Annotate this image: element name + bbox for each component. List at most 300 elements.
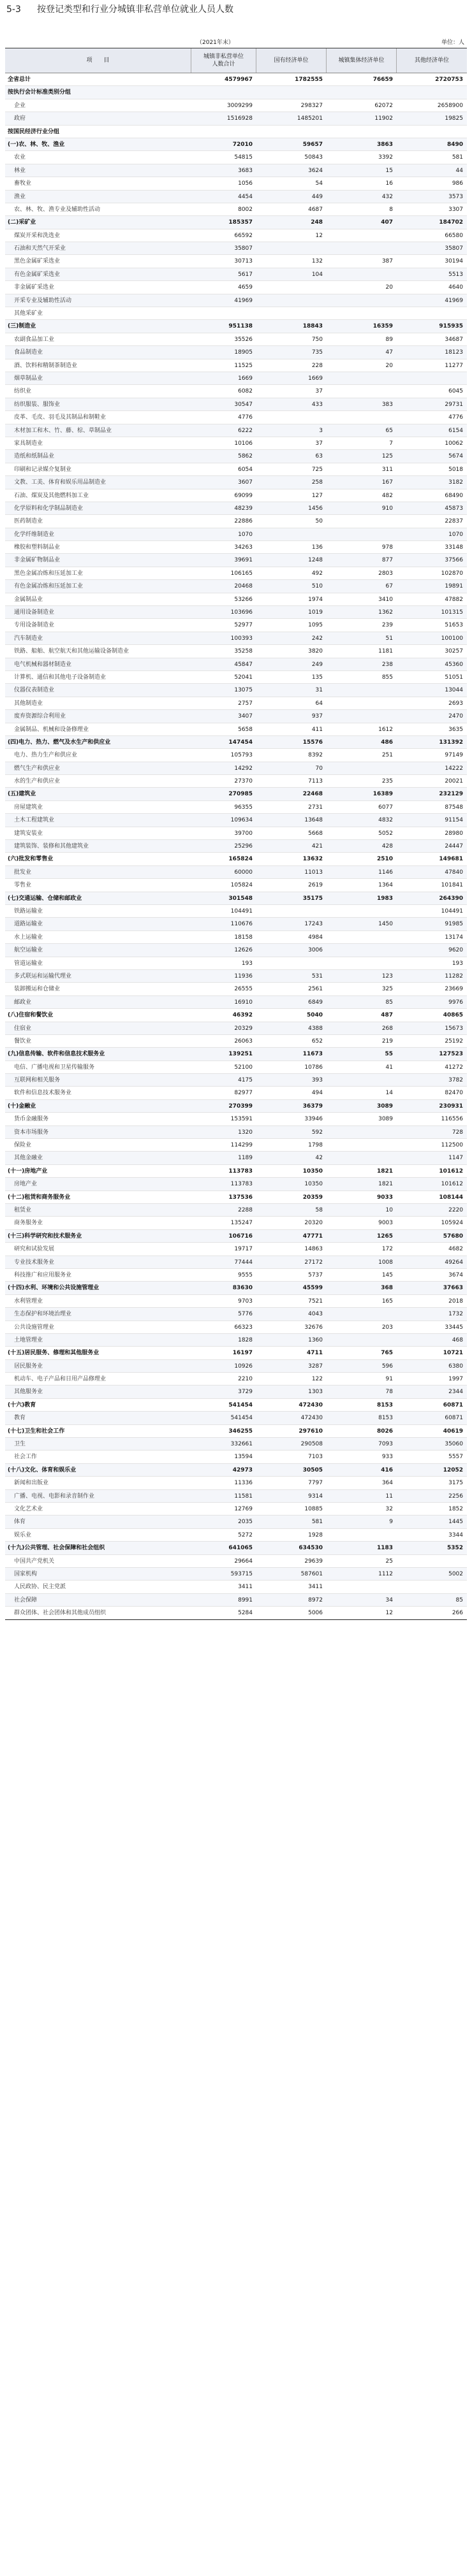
row-total: 3607	[238, 479, 253, 486]
row-state: 433	[311, 401, 323, 408]
row-other: 149681	[439, 856, 463, 863]
row-label: 人民政协、民主党派	[14, 1584, 66, 1591]
row-label: 渔业	[14, 193, 26, 200]
row-state: 45599	[302, 1285, 323, 1292]
row-collective: 596	[381, 1363, 393, 1370]
row-other: 44	[455, 167, 463, 174]
row-label: 电信、广播电视和卫星传输服务	[14, 1064, 95, 1071]
row-collective: 235	[381, 778, 393, 785]
row-collective: 7	[389, 440, 393, 447]
row-collective: 32	[385, 1505, 393, 1512]
table-row	[5, 86, 467, 99]
row-total: 185357	[228, 219, 253, 226]
row-other: 25192	[445, 1038, 463, 1045]
table-row	[5, 1490, 467, 1503]
row-label: 非金属矿物制品业	[14, 557, 61, 564]
row-total: 19717	[234, 1246, 253, 1253]
row-other: 1997	[448, 1376, 463, 1383]
row-collective	[327, 1126, 397, 1138]
row-state: 6849	[308, 999, 323, 1006]
table-row	[5, 541, 467, 554]
table-row	[5, 203, 467, 216]
row-collective: 407	[381, 219, 393, 226]
row-label: 有色金属冶炼和压延加工业	[14, 583, 84, 590]
row-collective: 20	[385, 284, 393, 291]
row-state: 4687	[308, 206, 323, 213]
row-collective	[327, 697, 397, 709]
row-other: 5674	[448, 453, 463, 460]
row-total: 114299	[230, 1142, 253, 1149]
row-other	[397, 372, 467, 384]
row-total: 270399	[228, 1103, 253, 1110]
row-state: 5668	[308, 830, 323, 837]
row-total: 39691	[234, 557, 253, 564]
row-other: 581	[452, 154, 463, 161]
table-row	[5, 879, 467, 892]
table-row	[5, 294, 467, 307]
row-state: 5040	[306, 1012, 323, 1019]
table-row	[5, 645, 467, 658]
row-state: 1669	[308, 375, 323, 382]
row-total: 100393	[230, 635, 253, 642]
row-label: (十七)卫生和社会工作	[8, 1428, 65, 1435]
row-other: 1445	[448, 1519, 463, 1526]
table-row	[5, 489, 467, 502]
row-state: 37	[315, 440, 323, 447]
table-row	[5, 138, 467, 151]
row-state: 30505	[302, 1466, 323, 1473]
row-other: 3674	[448, 1271, 463, 1278]
row-collective: 2510	[376, 856, 393, 863]
row-other: 3182	[448, 479, 463, 486]
row-total: 25296	[234, 843, 253, 850]
row-total: 42973	[232, 1466, 253, 1473]
row-collective: 34	[385, 1596, 393, 1603]
row-collective: 3089	[378, 1116, 393, 1123]
table-row	[5, 931, 467, 944]
row-other: 97149	[445, 752, 463, 759]
row-other: 101612	[439, 1168, 463, 1175]
row-state: 7521	[308, 1298, 323, 1305]
row-total: 3683	[238, 167, 253, 174]
row-state: 258	[311, 479, 323, 486]
row-total: 66592	[234, 232, 253, 239]
row-total: 27370	[234, 778, 253, 785]
row-label: 木材加工和木、竹、藤、棕、草制品业	[14, 427, 112, 434]
row-state: 1019	[308, 609, 323, 616]
row-total: 2757	[238, 700, 253, 707]
table-row	[5, 346, 467, 359]
row-total: 30547	[234, 401, 253, 408]
row-state: 3	[319, 427, 323, 434]
table-row	[5, 1282, 467, 1294]
row-label: 广播、电视、电影和录音制作业	[14, 1493, 95, 1500]
row-total: 2210	[238, 1376, 253, 1383]
row-other: 29731	[445, 401, 463, 408]
row-state: 2561	[308, 986, 323, 993]
row-collective: 311	[381, 466, 393, 473]
row-other: 13174	[445, 934, 463, 941]
row-label: (五)建筑业	[8, 791, 36, 798]
row-label: 房地产业	[14, 1181, 38, 1188]
row-other: 35807	[445, 245, 463, 252]
row-state: 587601	[300, 1570, 323, 1577]
row-other: 104491	[441, 908, 463, 915]
row-state: 132	[311, 258, 323, 265]
row-collective: 89	[385, 336, 393, 343]
header-other: 其他经济单位	[414, 57, 449, 64]
row-other: 2344	[448, 1389, 463, 1396]
row-label: 保险业	[14, 1142, 32, 1149]
row-label: 按执行会计标准类别分组	[8, 89, 71, 96]
row-other: 30257	[445, 648, 463, 655]
row-state: 20320	[304, 1220, 323, 1227]
row-label: (十五)居民服务、修理和其他服务业	[8, 1350, 100, 1357]
table-row	[5, 333, 467, 346]
row-label: (六)批发和零售业	[8, 856, 54, 863]
row-other: 19891	[445, 583, 463, 590]
row-label: 铁路、船舶、航空航天和其他运输设备制造业	[14, 648, 129, 655]
row-collective: 877	[381, 557, 393, 564]
row-state: 15576	[302, 739, 323, 746]
row-total: 35807	[234, 245, 253, 252]
row-other: 102870	[441, 570, 463, 577]
table-row	[5, 515, 467, 528]
table-row	[5, 1360, 467, 1373]
row-collective	[327, 126, 397, 138]
row-total: 77444	[234, 1259, 253, 1266]
row-other: 105924	[441, 1220, 463, 1227]
row-collective: 67	[385, 583, 393, 590]
row-label: 食品制造业	[14, 349, 43, 356]
row-collective	[327, 242, 397, 254]
row-state: 242	[311, 635, 323, 642]
row-total: 46392	[232, 1012, 253, 1019]
row-label: 水上运输业	[14, 934, 43, 941]
row-total: 11336	[234, 1480, 253, 1487]
row-other: 5002	[448, 1570, 463, 1577]
table-row	[5, 567, 467, 580]
row-collective: 416	[381, 1466, 393, 1473]
row-other: 3635	[448, 726, 463, 733]
row-other: 60871	[445, 1415, 463, 1422]
row-state: 1095	[308, 622, 323, 629]
row-total	[191, 86, 256, 98]
table-row	[5, 1126, 467, 1139]
table-row	[5, 840, 467, 853]
row-other: 30194	[445, 258, 463, 265]
row-label: 科技推广和应用服务业	[14, 1271, 72, 1278]
row-collective	[327, 905, 397, 917]
row-total: 113783	[228, 1168, 253, 1175]
row-total: 4579967	[225, 76, 253, 83]
row-total: 14292	[234, 765, 253, 772]
row-label: 农副食品加工业	[14, 336, 55, 343]
row-total: 951138	[228, 323, 253, 330]
row-collective	[327, 957, 397, 969]
row-state: 7103	[308, 1454, 323, 1461]
row-state: 1360	[308, 1336, 323, 1343]
row-other: 127523	[439, 1051, 463, 1058]
row-other: 2720753	[435, 76, 463, 83]
table-row	[5, 359, 467, 372]
row-label: 建筑装饰、装修和其他建筑业	[14, 843, 89, 850]
row-label: 医药制造业	[14, 518, 43, 525]
table-row	[5, 1295, 467, 1308]
row-total: 1669	[238, 375, 253, 382]
row-state: 510	[311, 583, 323, 590]
row-collective: 123	[381, 973, 393, 980]
table-row	[5, 996, 467, 1009]
row-other: 100100	[441, 635, 463, 642]
row-collective	[327, 528, 397, 540]
row-collective: 1181	[378, 648, 393, 655]
row-state: 11013	[304, 869, 323, 876]
row-total: 53266	[234, 596, 253, 603]
row-state: 10350	[304, 1181, 323, 1188]
row-state: 50	[315, 518, 323, 525]
row-other: 85	[455, 1596, 463, 1603]
row-total: 4776	[238, 414, 253, 421]
row-total: 30713	[234, 258, 253, 265]
table-row	[5, 632, 467, 645]
row-label: 土木工程建筑业	[14, 817, 55, 824]
row-other	[397, 1555, 467, 1567]
row-collective: 91	[385, 1376, 393, 1383]
row-state: 17243	[304, 921, 323, 928]
row-label: 文教、工美、体育和娱乐用品制造业	[14, 479, 107, 486]
row-collective: 238	[381, 661, 393, 668]
table-row	[5, 1581, 467, 1593]
row-collective: 41	[385, 1064, 393, 1071]
row-label: 新闻和出版业	[14, 1480, 49, 1487]
row-label: 纺织业	[14, 388, 32, 395]
row-state: 4043	[308, 1311, 323, 1318]
row-total: 20468	[234, 583, 253, 590]
row-total: 104491	[230, 908, 253, 915]
table-row	[5, 1217, 467, 1229]
table-row	[5, 970, 467, 983]
row-total: 52100	[234, 1064, 253, 1071]
row-total: 10926	[234, 1363, 253, 1370]
table-body	[5, 73, 467, 1620]
row-total: 105824	[230, 882, 253, 889]
row-total: 135247	[230, 1220, 253, 1227]
row-other: 11277	[445, 362, 463, 369]
row-other: 3573	[448, 193, 463, 200]
row-total: 13075	[234, 687, 253, 694]
header-state: 国有经济单位	[256, 48, 327, 73]
row-total: 96355	[234, 804, 253, 811]
table-row	[5, 398, 467, 411]
row-label: 土地管理业	[14, 1336, 43, 1343]
table-row	[5, 1152, 467, 1164]
row-state: 27172	[304, 1259, 323, 1266]
row-label: 烟草制品业	[14, 375, 43, 382]
row-collective: 5052	[378, 830, 393, 837]
table-row	[5, 1243, 467, 1255]
row-state: 1485201	[297, 115, 323, 122]
table-row	[5, 1451, 467, 1463]
row-label: 按国民经济行业分组	[8, 128, 60, 135]
row-label: 邮政业	[14, 999, 32, 1006]
row-label: 商务服务业	[14, 1220, 43, 1227]
table-row	[5, 1334, 467, 1347]
row-state	[256, 528, 327, 540]
row-state: 59657	[302, 141, 323, 148]
row-other: 5557	[448, 1454, 463, 1461]
row-total: 5776	[238, 1311, 253, 1318]
row-total: 137536	[228, 1194, 253, 1201]
table-row	[5, 229, 467, 242]
row-collective: 1821	[378, 1181, 393, 1188]
row-state	[256, 294, 327, 307]
row-state: 249	[311, 661, 323, 668]
row-total: 5658	[238, 726, 253, 733]
row-label: (十四)水利、环境和公共设施管理业	[8, 1285, 100, 1292]
row-state: 135	[311, 674, 323, 681]
row-label: (十一)房地产业	[8, 1168, 48, 1175]
row-other: 101315	[441, 609, 463, 616]
row-collective	[327, 1074, 397, 1086]
row-state	[256, 242, 327, 254]
row-other: 91154	[445, 817, 463, 824]
row-collective: 482	[381, 492, 393, 499]
row-other: 14222	[445, 765, 463, 772]
row-total: 69099	[234, 492, 253, 499]
table-row	[5, 424, 467, 437]
row-total: 103696	[230, 609, 253, 616]
row-collective: 855	[381, 674, 393, 681]
row-collective: 432	[381, 193, 393, 200]
row-collective: 25	[385, 1558, 393, 1565]
row-label: 金属制品业	[14, 596, 43, 603]
row-total: 41969	[234, 297, 253, 304]
row-total: 45847	[234, 661, 253, 668]
table-row	[5, 1269, 467, 1282]
row-state: 136	[311, 544, 323, 551]
row-label: 国家机构	[14, 1570, 38, 1577]
row-label: 中国共产党机关	[14, 1558, 55, 1565]
row-collective: 1265	[376, 1233, 393, 1240]
header-total-line2: 人数合计	[212, 61, 235, 68]
row-total: 193	[241, 960, 253, 967]
row-label: 石油和天然气开采业	[14, 245, 66, 252]
row-state	[256, 411, 327, 423]
table-row	[5, 1503, 467, 1516]
row-label: 电力、热力生产和供应业	[14, 752, 78, 759]
row-total: 35526	[234, 336, 253, 343]
row-collective: 9033	[376, 1194, 393, 1201]
row-collective: 387	[381, 258, 393, 265]
row-other: 6154	[448, 427, 463, 434]
row-collective	[327, 684, 397, 696]
row-label: 公共设施管理业	[14, 1324, 55, 1331]
table-row	[5, 1230, 467, 1243]
table-row	[5, 73, 467, 86]
row-collective: 8026	[376, 1428, 393, 1435]
row-total: 52041	[234, 674, 253, 681]
row-other: 3307	[448, 206, 463, 213]
row-label: 机动车、电子产品和日用产品修理业	[14, 1376, 107, 1383]
row-total: 11525	[234, 362, 253, 369]
row-other: 2658900	[437, 102, 463, 109]
row-total: 106165	[230, 570, 253, 577]
row-total: 2035	[238, 1519, 253, 1526]
row-label: 建筑安装业	[14, 830, 43, 837]
row-other: 728	[452, 1129, 463, 1136]
row-label: 铁路运输业	[14, 908, 43, 915]
row-state: 492	[311, 570, 323, 577]
row-state: 10885	[304, 1505, 323, 1512]
row-collective: 978	[381, 544, 393, 551]
table-row	[5, 658, 467, 671]
row-collective: 6077	[378, 804, 393, 811]
row-total: 109634	[230, 817, 253, 824]
row-total: 8002	[238, 206, 253, 213]
row-label: 群众团体、社会团体和其他成员组织	[14, 1610, 107, 1617]
row-total: 6082	[238, 388, 253, 395]
header-collective: 城镇集体经济单位	[327, 48, 397, 73]
row-other: 22837	[445, 518, 463, 525]
table-number: 5-3	[6, 4, 21, 15]
table-row	[5, 216, 467, 229]
row-state	[256, 905, 327, 917]
row-state: 8972	[308, 1596, 323, 1603]
row-collective	[327, 710, 397, 722]
row-state: 127	[311, 492, 323, 499]
table-row	[5, 164, 467, 177]
row-total: 3407	[238, 713, 253, 720]
row-total: 48239	[234, 505, 253, 512]
row-collective: 1364	[378, 882, 393, 889]
row-state: 4711	[306, 1350, 323, 1357]
row-state: 1248	[308, 557, 323, 564]
row-label: 居民服务业	[14, 1363, 43, 1370]
row-state: 3411	[308, 1584, 323, 1591]
row-total: 110676	[230, 921, 253, 928]
table-row	[5, 1386, 467, 1398]
row-collective: 383	[381, 401, 393, 408]
row-state: 12	[315, 232, 323, 239]
row-collective: 7093	[378, 1441, 393, 1448]
row-label: 家具制造业	[14, 440, 43, 447]
row-collective: 8	[389, 206, 393, 213]
row-other: 24447	[445, 843, 463, 850]
row-other: 41969	[445, 297, 463, 304]
row-other: 47882	[445, 596, 463, 603]
row-collective	[327, 1308, 397, 1320]
table-row	[5, 788, 467, 800]
table-row	[5, 1568, 467, 1581]
row-other: 2220	[448, 1206, 463, 1213]
row-label: 其他金融业	[14, 1155, 43, 1162]
row-label: 装卸搬运和仓储业	[14, 986, 61, 993]
table-row	[5, 1594, 467, 1607]
row-collective: 910	[381, 505, 393, 512]
row-collective: 8153	[376, 1401, 393, 1408]
row-collective: 12	[385, 1610, 393, 1617]
row-other: 87548	[445, 804, 463, 811]
row-other: 19825	[445, 115, 463, 122]
row-label: (九)信息传输、软件和信息技术服务业	[8, 1051, 105, 1058]
row-total: 332661	[230, 1441, 253, 1448]
row-label: 农、林、牧、渔专业及辅助性活动	[14, 206, 101, 213]
row-total: 12769	[234, 1505, 253, 1512]
table-row	[5, 320, 467, 333]
table-row	[5, 1516, 467, 1528]
row-label: 资本市场服务	[14, 1129, 49, 1136]
